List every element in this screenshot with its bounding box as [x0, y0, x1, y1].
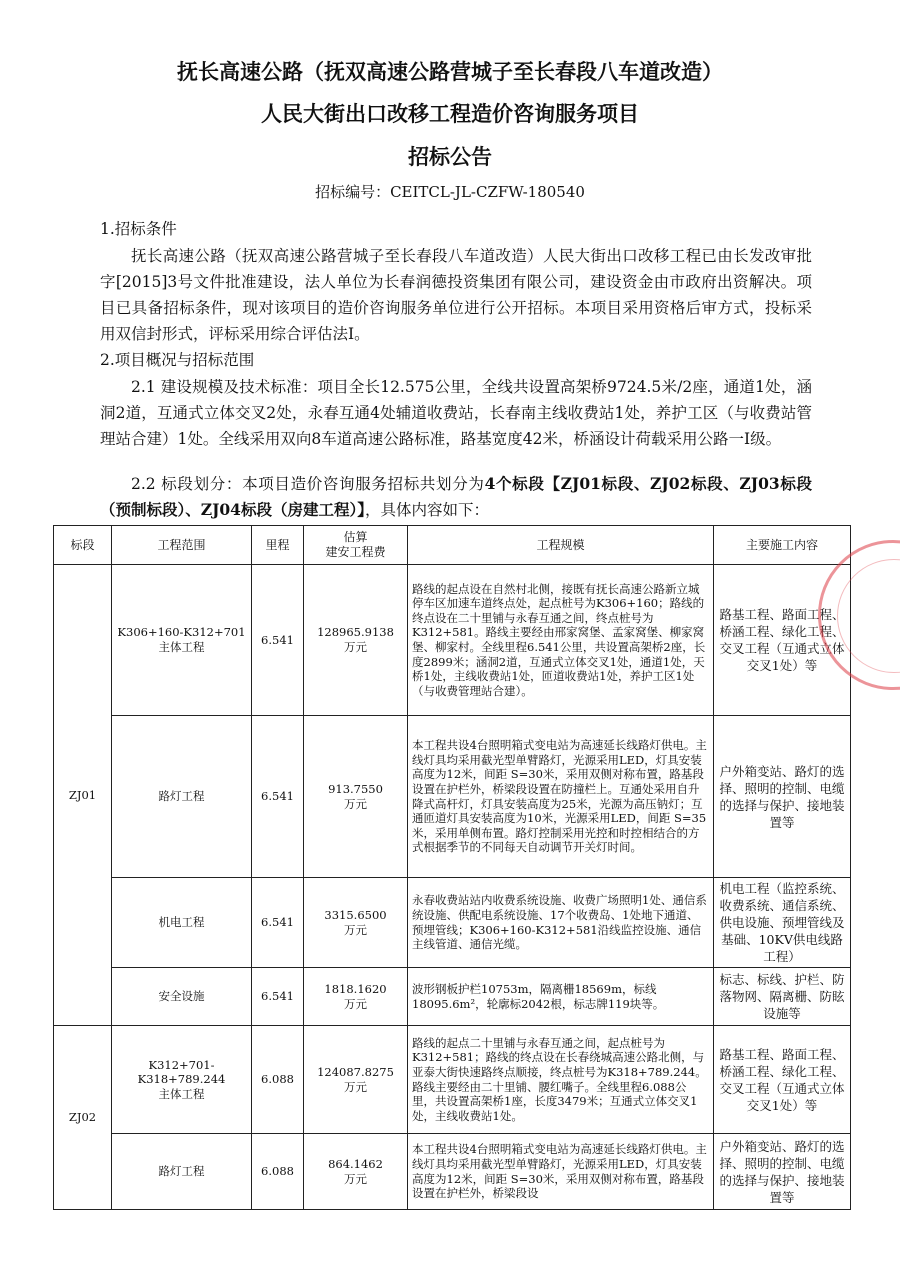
header-cost: 估算 建安工程费: [304, 526, 408, 565]
section-1-body: 抚长高速公路（抚双高速公路营城子至长春段八车道改造）人民大街出口改移工程已由长发改审批字[2015]3号文件批准建设，法人单位为长春润德投资集团有限公司，建设资金由市政府出资解决。项目已具备招标条件，现对该项目的造价咨询服务单位进行公开招标。本项目采用资格后审方式，投标采用双信封形式，评标采用综合评估法Ⅰ。: [100, 247, 812, 343]
scale-cell: 本工程共设4台照明箱式变电站为高速延长线路灯供电。主线灯具均采用截光型单臂路灯，光源采用LED，灯具安装高度为12米，间距 S=30米，采用双侧对称布置，路基段设置在护栏外，桥梁段设置在防撞栏上。互通处采用自升降式高杆灯，灯具安装高度为25米，光源为高压钠灯；互通匝道灯具安装高度为10米，光源采用LED，间距 S=35米，采用单侧布置。路灯控制采用光控和时控相结合的方式根据季节的不同每天自动调节开关灯时间。: [408, 716, 714, 878]
scope-cell: K306+160-K312+701 主体工程: [112, 565, 252, 716]
bid-sections-table: [53, 525, 851, 1210]
scale-cell: 永春收费站站内收费系统设施、收费广场照明1处、通信系统设施、供配电系统设施、17个收费岛、1处地下通道、预埋管线；K306+160-K312+581沿线监控设施、通信主线管道、通信光缆。: [408, 878, 714, 968]
table-row: [54, 1026, 851, 1134]
title-line-3: 招标公告: [408, 144, 492, 169]
section-2-2-prefix: 2.2 标段划分：本项目造价咨询服务招标共划分为: [131, 475, 485, 493]
mileage-cell: 6.541: [252, 565, 304, 716]
scope-cell: 安全设施: [112, 968, 252, 1026]
table-row: [54, 968, 851, 1026]
cost-cell: 3315.6500 万元: [304, 878, 408, 968]
section-2-1-body: 2.1 建设规模及技术标准：项目全长12.575公里，全线共设置高架桥9724.5米/2座，通道1处，涵洞2道，互通式立体交叉2处，永春互通4处辅道收费站，长春南主线收费站1处，养护工区（与收费站管理站合建）1处。全线采用双向8车道高速公路标准，路基宽度42米，桥涵设计荷载采用公路一Ⅰ级。: [100, 378, 812, 448]
header-section: 标段: [54, 526, 112, 565]
cost-cell: 864.1462 万元: [304, 1134, 408, 1210]
header-scope: 工程范围: [112, 526, 252, 565]
section-2-2-suffix: ，具体内容如下：: [364, 501, 489, 519]
section-1-heading: 1.招标条件: [100, 220, 177, 238]
cost-cell: 128965.9138 万元: [304, 565, 408, 716]
content-cell: 户外箱变站、路灯的选择、照明的控制、电缆的选择与保护、接地装置等: [714, 1134, 851, 1210]
scope-cell: 机电工程: [112, 878, 252, 968]
seal-inner-ring: [837, 559, 900, 673]
content-cell: 标志、标线、护栏、防落物网、隔离栅、防眩设施等: [714, 968, 851, 1026]
title-line-1: 抚长高速公路（抚双高速公路营城子至长春段八车道改造）: [177, 59, 723, 84]
scale-cell: 波形钢板护栏10753m，隔离栅18569m，标线18095.6m²，轮廓标2042根，标志牌119块等。: [408, 968, 714, 1026]
table-row: [54, 878, 851, 968]
scale-cell: 路线的起点二十里铺与永春互通之间，起点桩号为K312+581；路线的终点设在长春绕城高速公路北侧，与亚泰大街快速路终点顺接，终点桩号为K318+789.244。路线主要经由二十里铺、腰红嘴子。全线里程6.088公里，共设置高架桥1座，长度3479米；互通式立体交叉1处，主线收费站1处。: [408, 1026, 714, 1134]
table-row: [54, 1134, 851, 1210]
table-row: [54, 565, 851, 716]
content-cell: 路基工程、路面工程、桥涵工程、绿化工程、交叉工程（互通式立体交叉1处）等: [714, 1026, 851, 1134]
mileage-cell: 6.541: [252, 716, 304, 878]
scale-cell: 本工程共设4台照明箱式变电站为高速延长线路灯供电。主线灯具均采用截光型单臂路灯，光源采用LED，灯具安装高度为12米，间距 S=30米，采用双侧对称布置，路基段设置在护栏外，桥梁段设: [408, 1134, 714, 1210]
bid-code: 招标编号：CEITCL-JL-CZFW-180540: [315, 183, 585, 201]
table-row: [54, 716, 851, 878]
section-label-zj02: ZJ02: [54, 1026, 112, 1210]
section-label-zj01: ZJ01: [54, 565, 112, 1026]
scope-cell: 路灯工程: [112, 1134, 252, 1210]
table-header-row: [54, 526, 851, 565]
cost-cell: 1818.1620 万元: [304, 968, 408, 1026]
mileage-cell: 6.088: [252, 1134, 304, 1210]
cost-cell: 913.7550 万元: [304, 716, 408, 878]
mileage-cell: 6.541: [252, 878, 304, 968]
header-mileage: 里程: [252, 526, 304, 565]
cost-cell: 124087.8275 万元: [304, 1026, 408, 1134]
mileage-cell: 6.088: [252, 1026, 304, 1134]
scope-cell: K312+701-K318+789.244 主体工程: [112, 1026, 252, 1134]
section-2-2-bold: 4个标段【ZJ01标段、ZJ02标段、ZJ03标段（预制标段）、ZJ04标段（房建工程）】: [100, 474, 812, 519]
scale-cell: 路线的起点设在自然村北侧，接既有抚长高速公路新立城停车区加速车道终点处，起点桩号为K306+160；路线的终点设在二十里铺与永春互通之间，终点桩号为K312+581。路线主要经由邢家窝堡、孟家窝堡、柳家窝堡、柳家村。全线里程6.541公里，共设置高架桥2座，长度2899米；涵洞2道，互通式立体交叉1处，通道1处，天桥1处，主线收费站1处，匝道收费站1处，养护工区1处（与收费管理站合建）。: [408, 565, 714, 716]
scope-cell: 路灯工程: [112, 716, 252, 878]
content-cell: 户外箱变站、路灯的选择、照明的控制、电缆的选择与保护、接地装置等: [714, 716, 851, 878]
section-2-heading: 2.项目概况与招标范围: [100, 351, 255, 369]
header-content: 主要施工内容: [714, 526, 851, 565]
title-line-2: 人民大街出口改移工程造价咨询服务项目: [261, 101, 639, 126]
content-cell: 机电工程（监控系统、收费系统、通信系统、供电设施、预埋管线及基础、10KV供电线路工程）: [714, 878, 851, 968]
section-2-2-body: [100, 471, 812, 523]
content-cell: 路基工程、路面工程、桥涵工程、绿化工程、交叉工程（互通式立体交叉1处）等: [714, 565, 851, 716]
header-scale: 工程规模: [408, 526, 714, 565]
mileage-cell: 6.541: [252, 968, 304, 1026]
